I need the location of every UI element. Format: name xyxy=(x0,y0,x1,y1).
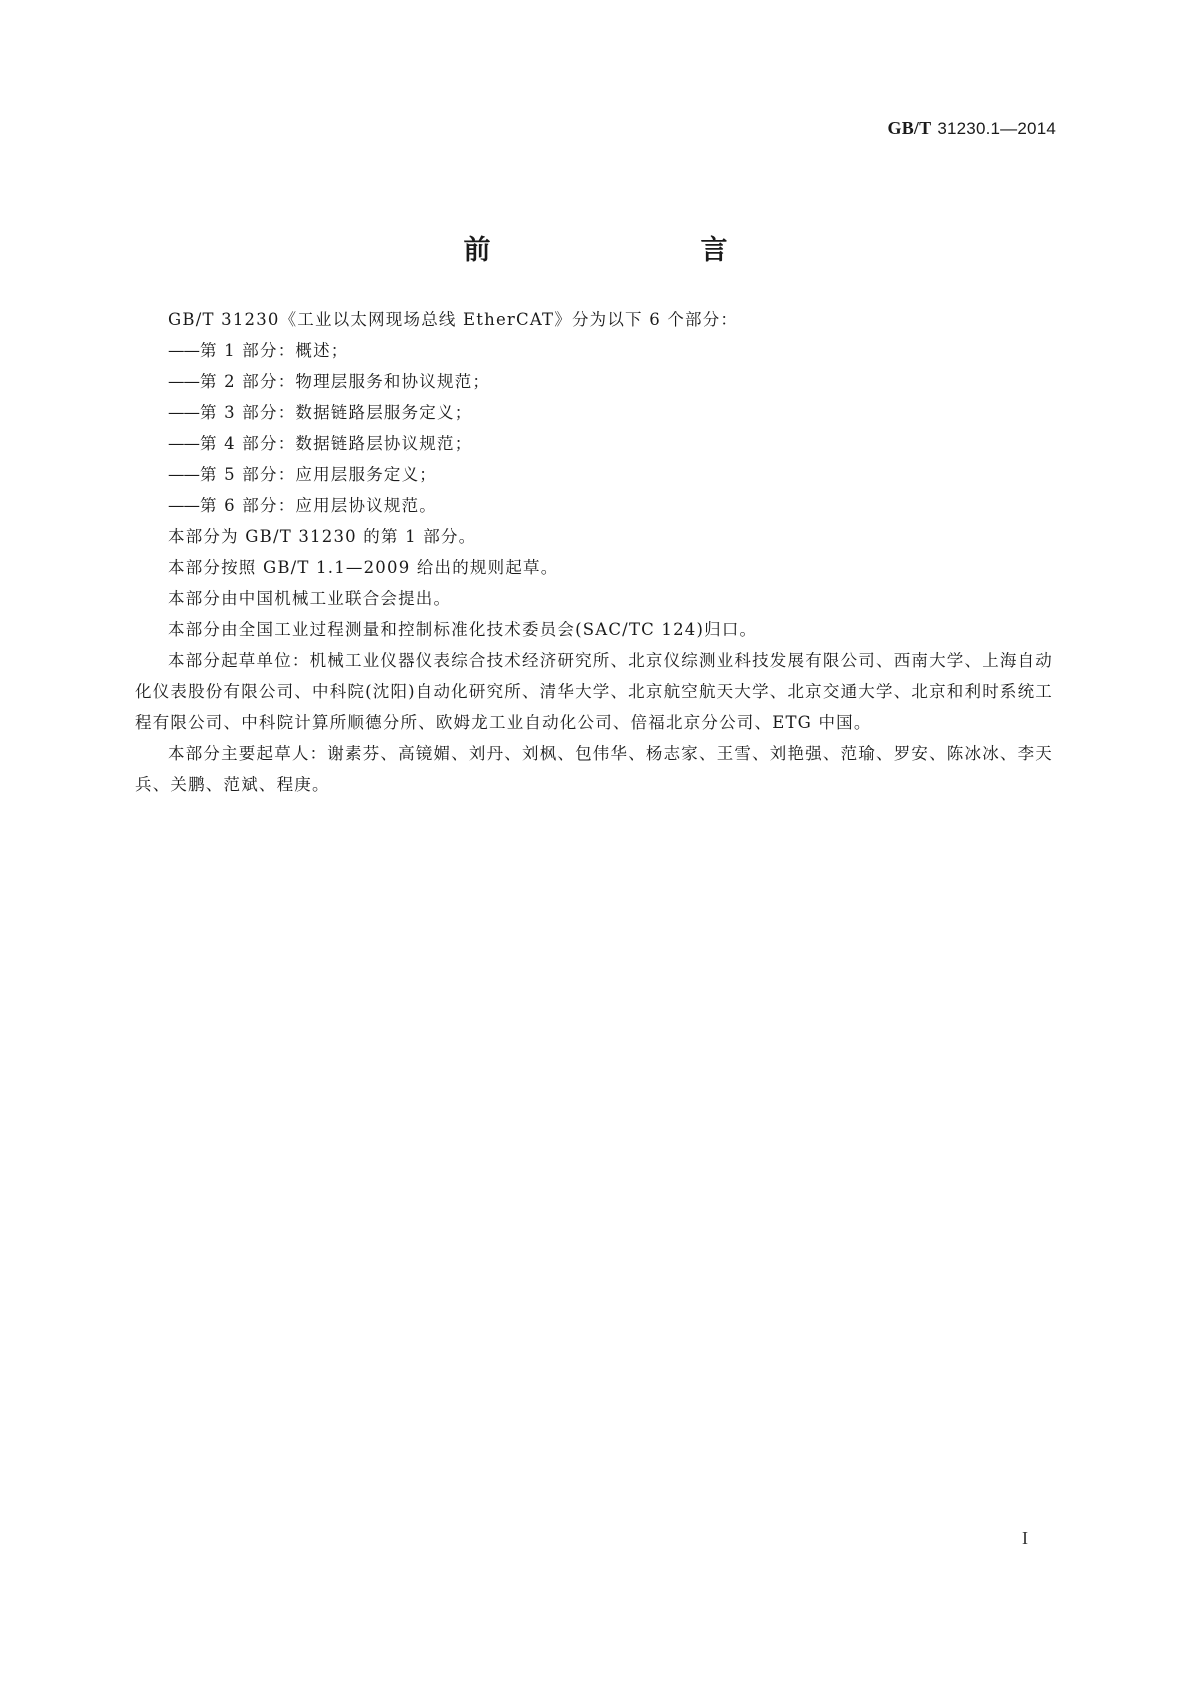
part-text: 第 2 部分：物理层服务和协议规范； xyxy=(200,372,491,391)
part-statement: 本部分为 GB/T 31230 的第 1 部分。 xyxy=(168,527,477,546)
part-text: 第 4 部分：数据链路层协议规范； xyxy=(200,434,473,453)
standard-number: 31230.1—2014 xyxy=(937,119,1056,138)
em-dash: —— xyxy=(168,465,199,484)
part-text: 第 1 部分：概述； xyxy=(200,341,349,360)
standard-prefix: GB/T xyxy=(887,118,932,138)
part-list-item xyxy=(135,397,1053,428)
technical-committee: 本部分由全国工业过程测量和控制标准化技术委员会(SAC/TC 124)归口。 xyxy=(168,620,758,639)
standard-code xyxy=(888,118,1057,139)
part-list-item xyxy=(135,335,1053,366)
page-title: 前 言 xyxy=(463,235,780,266)
page-number: I xyxy=(1022,1528,1028,1548)
em-dash: —— xyxy=(168,434,199,453)
part-list-item xyxy=(135,490,1053,521)
part-text: 第 3 部分：数据链路层服务定义； xyxy=(200,403,473,422)
part-list-item xyxy=(135,366,1053,397)
part-text: 第 5 部分：应用层服务定义； xyxy=(200,465,437,484)
proposer: 本部分由中国机械工业联合会提出。 xyxy=(168,589,452,608)
foreword-body xyxy=(135,304,1053,800)
em-dash: —— xyxy=(168,403,199,422)
em-dash: —— xyxy=(168,372,199,391)
part-list-item xyxy=(135,459,1053,490)
em-dash: —— xyxy=(168,496,199,515)
drafting-rules: 本部分按照 GB/T 1.1—2009 给出的规则起草。 xyxy=(168,558,559,577)
intro-paragraph: GB/T 31230《工业以太网现场总线 EtherCAT》分为以下 6 个部分： xyxy=(168,310,739,329)
em-dash: —— xyxy=(168,341,199,360)
part-list-item xyxy=(135,428,1053,459)
part-text: 第 6 部分：应用层协议规范。 xyxy=(200,496,437,515)
drafting-organizations: 本部分起草单位：机械工业仪器仪表综合技术经济研究所、北京仪综测业科技发展有限公司、西南大学、上海自动化仪表股份有限公司、中科院(沈阳)自动化研究所、清华大学、北京航空航天大学、北京交通大学、北京和利时系统工程有限公司、中科院计算所顺德分所、欧姆龙工业自动化公司、倍福北京分公司、ETG 中国。 xyxy=(135,651,1053,732)
principal-drafters: 本部分主要起草人：谢素芬、高镜媚、刘丹、刘枫、包伟华、杨志家、王雪、刘艳强、范瑜、罗安、陈冰冰、李天兵、关鹏、范斌、程庚。 xyxy=(135,744,1053,794)
